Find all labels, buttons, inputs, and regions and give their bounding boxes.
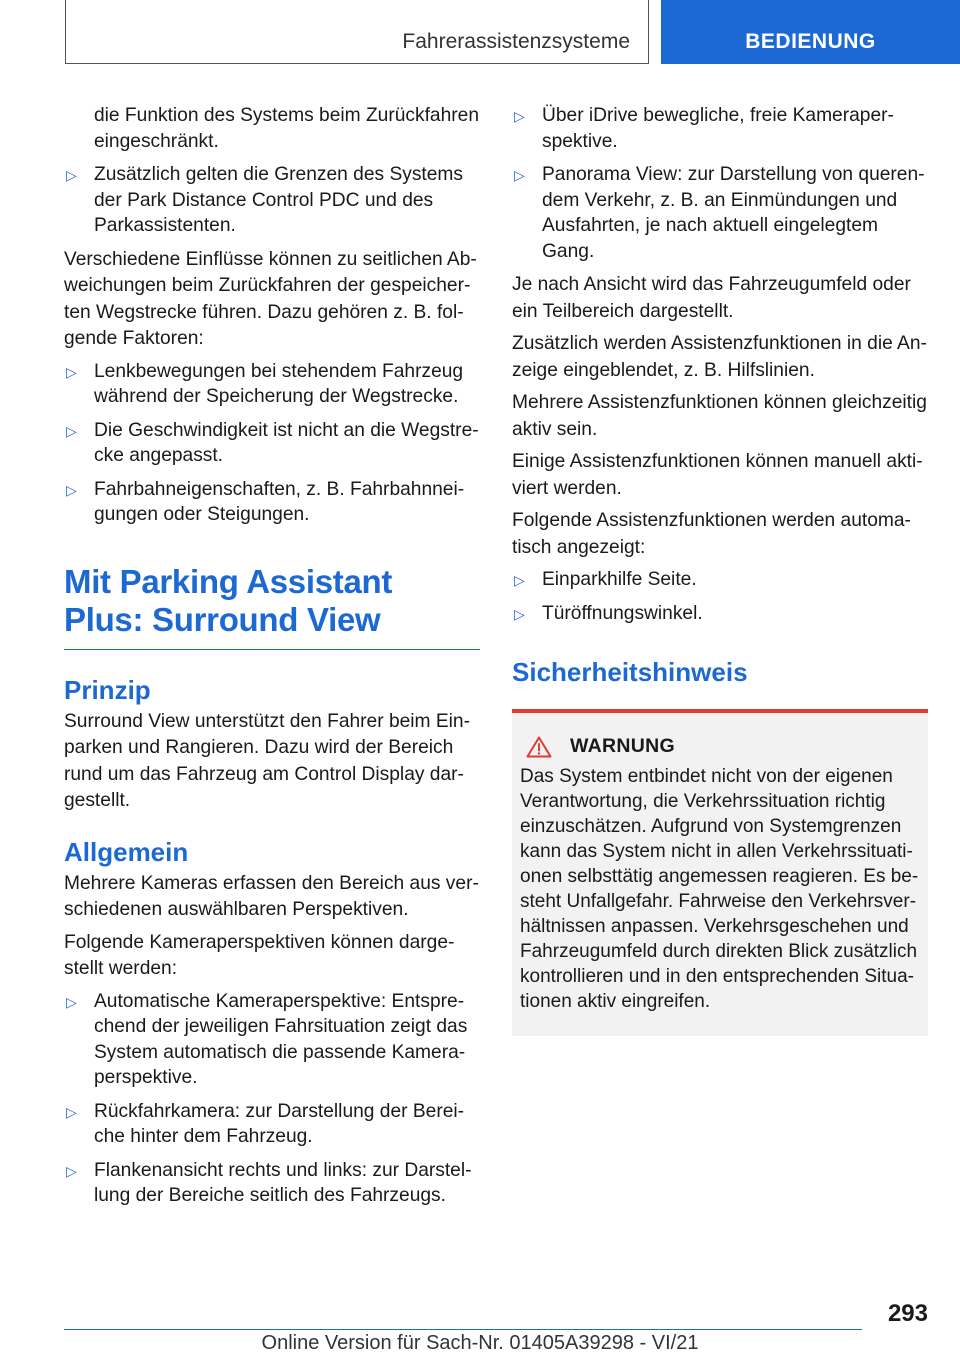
left-column bbox=[64, 103, 480, 1217]
triangle-bullet-icon: ▷ bbox=[66, 1103, 77, 1120]
paragraph: Zusätzlich werden Assistenzfunktionen in die Anzeige eingeblendet, z. B. Hilfslinien. bbox=[512, 333, 927, 381]
warning-triangle-icon bbox=[526, 736, 552, 758]
section-title: Mit Parking Assistant Plus: Surround View bbox=[64, 563, 480, 650]
triangle-bullet-icon: ▷ bbox=[514, 167, 525, 183]
list-item: ▷ Fahrbahneigenschaften, z. B. Fahrbahnneigungen oder Steigungen. bbox=[64, 477, 480, 528]
paragraph: Mehrere Kameras erfassen den Bereich aus verschiedenen auswählbaren Perspektiven. bbox=[64, 872, 479, 920]
triangle-bullet-icon: ▷ bbox=[66, 993, 77, 1010]
paragraph: Folgende Kameraperspektiven können dargestellt werden: bbox=[64, 931, 455, 979]
list-item: ▷ Türöffnungswinkel. bbox=[512, 601, 928, 627]
list-item: ▷ Über iDrive bewegliche, freie Kameraperspektive. bbox=[512, 103, 928, 154]
list-item: ▷ Lenkbewegungen bei stehendem Fahrzeug während der Speicherung der Wegstrecke. bbox=[64, 359, 480, 410]
subsection-title-allgemein: Allgemein bbox=[64, 836, 189, 867]
list-item: ▷ Zusätzlich gelten die Grenzen des Systems der Park Distance Control PDC und des Parkassistenten. bbox=[64, 162, 480, 239]
header-chapter-tab bbox=[661, 0, 960, 64]
warning-text: Das System entbindet nicht von der eigenen Verantwortung, die Verkehrssituation richtig einzuschätzen. Aufgrund von Systemgrenzen kann das System nicht in allen Verkehrssituationen selbsttätig angemessen reagieren. Es besteht Unfallgefahr. Fahrweise den Verkehrsverhältnissen anpassen. Verkehrsgeschehen und Fahrzeugumfeld durch direkten Blick zusätzlich kontrollieren und in den entsprechenden Situationen aktiv eingreifen. bbox=[520, 766, 919, 1012]
list-item: ▷ Flankenansicht rechts und links: zur Darstellung der Bereiche seitlich des Fahrzeugs. bbox=[64, 1158, 480, 1209]
header-section-box bbox=[65, 0, 649, 64]
list-item: ▷ Automatische Kameraperspektive: Entsprechend der jeweiligen Fahrsituation zeigt das System automatisch die passende Kameraperspektive. bbox=[64, 989, 480, 1091]
bullet-continuation: die Funktion des Systems beim Zurückfahren eingeschränkt. bbox=[94, 105, 479, 152]
triangle-bullet-icon: ▷ bbox=[66, 167, 77, 183]
subsection-title-safety: Sicherheitshinweis bbox=[512, 657, 748, 687]
right-column bbox=[512, 103, 928, 1036]
header-chapter-label: BEDIENUNG bbox=[745, 30, 876, 53]
paragraph: Mehrere Assistenzfunktionen können gleichzeitig aktiv sein. bbox=[512, 392, 927, 440]
paragraph: Surround View unterstützt den Fahrer beim Einparken und Rangieren. Dazu wird der Bereich rund um das Fahrzeug am Control Display dargestellt. bbox=[64, 710, 470, 811]
warning-header bbox=[520, 735, 920, 758]
triangle-bullet-icon: ▷ bbox=[66, 1162, 77, 1179]
header-section-title: Fahrerassistenzsysteme bbox=[402, 30, 630, 53]
triangle-bullet-icon: ▷ bbox=[66, 363, 77, 380]
list-item: ▷ Einparkhilfe Seite. bbox=[512, 567, 928, 593]
list-item: ▷ Rückfahrkamera: zur Darstellung der Bereiche hinter dem Fahrzeug. bbox=[64, 1099, 480, 1150]
footer-online-version: Online Version für Sach-Nr. 01405A39298 - VI/21 bbox=[261, 1332, 699, 1354]
triangle-bullet-icon: ▷ bbox=[66, 481, 77, 498]
paragraph: Je nach Ansicht wird das Fahrzeugumfeld oder ein Teilbereich dargestellt. bbox=[512, 274, 911, 322]
paragraph: Folgende Assistenzfunktionen werden automatisch angezeigt: bbox=[512, 510, 911, 558]
triangle-bullet-icon: ▷ bbox=[514, 572, 525, 588]
list-item: ▷ Panorama View: zur Darstellung von querendem Verkehr, z. B. an Einmündungen und Ausfahrten, je nach aktuell eingelegtem Gang. bbox=[512, 162, 928, 264]
triangle-bullet-icon: ▷ bbox=[514, 606, 525, 622]
page-number: 293 bbox=[887, 1300, 928, 1327]
list-item: ▷ Die Geschwindigkeit ist nicht an die Wegstrecke angepasst. bbox=[64, 418, 480, 469]
subsection-title-prinzip: Prinzip bbox=[64, 674, 151, 705]
paragraph: Einige Assistenzfunktionen können manuell aktiviert werden. bbox=[512, 451, 923, 499]
paragraph: Verschiedene Einflüsse können zu seitlichen Abweichungen beim Zurückfahren der gespeicherten Wegstrecke führen. Dazu gehören z. B. folgende Faktoren: bbox=[64, 248, 477, 349]
warning-box bbox=[512, 709, 928, 1036]
warning-label: WARNUNG bbox=[570, 735, 676, 757]
triangle-bullet-icon: ▷ bbox=[66, 422, 77, 439]
footer-divider bbox=[64, 1329, 862, 1330]
triangle-bullet-icon: ▷ bbox=[514, 108, 525, 124]
